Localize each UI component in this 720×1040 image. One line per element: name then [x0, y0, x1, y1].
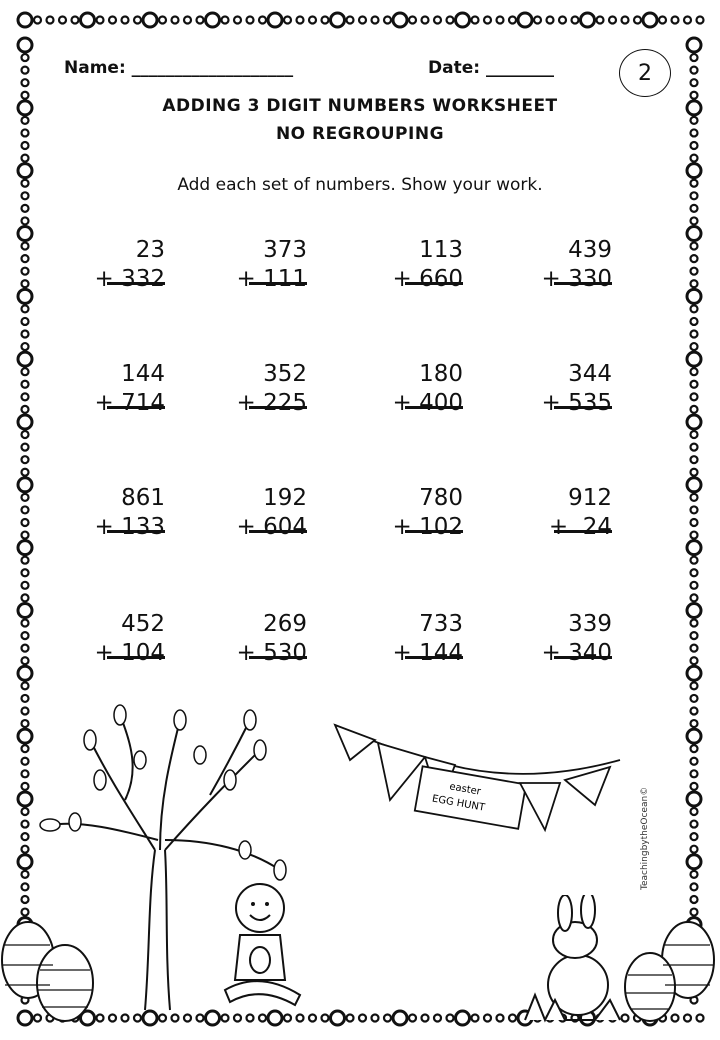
answer-line — [554, 406, 612, 409]
border-dot — [691, 406, 698, 413]
border-dot — [691, 770, 698, 777]
border-dot — [22, 343, 29, 350]
addend-bottom: + 332 — [94, 266, 165, 292]
border-dot — [691, 79, 698, 86]
border-dot — [22, 632, 29, 639]
border-dot — [687, 352, 701, 366]
border-dot — [22, 280, 29, 287]
border-dot — [691, 821, 698, 828]
border-dot — [22, 846, 29, 853]
border-dot — [691, 54, 698, 61]
border-dot — [497, 1015, 504, 1022]
border-dot — [697, 17, 704, 24]
answer-line — [405, 530, 463, 533]
answer-line — [405, 656, 463, 659]
border-dot — [134, 17, 141, 24]
border-dot — [18, 603, 32, 617]
border-dot — [22, 331, 29, 338]
border-dot — [581, 13, 595, 27]
border-dot — [691, 519, 698, 526]
border-dot — [691, 594, 698, 601]
border-dot — [206, 13, 220, 27]
addition-problem — [227, 610, 307, 668]
addend-bottom: + 714 — [94, 390, 165, 416]
border-dot — [687, 478, 701, 492]
border-dot — [18, 352, 32, 366]
addend-top: 344 — [568, 361, 612, 387]
addition-problem — [383, 360, 463, 418]
border-dot — [18, 226, 32, 240]
border-dot — [456, 1011, 470, 1025]
border-dot — [393, 1011, 407, 1025]
border-dot — [22, 117, 29, 124]
border-dot — [81, 13, 95, 27]
border-dot — [691, 846, 698, 853]
border-dot — [22, 645, 29, 652]
border-dot — [691, 217, 698, 224]
border-dot — [372, 1015, 379, 1022]
border-dot — [22, 695, 29, 702]
border-dot — [691, 695, 698, 702]
addend-top: 373 — [263, 237, 307, 263]
border-dot — [22, 770, 29, 777]
addend-bottom: + 330 — [541, 266, 612, 292]
border-dot — [22, 393, 29, 400]
border-dot — [687, 38, 701, 52]
border-dot — [687, 603, 701, 617]
border-dot — [22, 444, 29, 451]
addition-problem — [85, 360, 165, 418]
name-field[interactable]: Name: ___________________ — [64, 58, 294, 78]
border-dot — [691, 393, 698, 400]
addend-bottom: + 111 — [236, 266, 307, 292]
border-dot — [22, 758, 29, 765]
addend-top: 780 — [419, 485, 463, 511]
border-dot — [234, 17, 241, 24]
addition-problem — [85, 236, 165, 294]
border-dot — [18, 38, 32, 52]
border-dot — [22, 368, 29, 375]
addend-top: 144 — [121, 361, 165, 387]
border-dot — [691, 280, 698, 287]
border-dot — [284, 17, 291, 24]
border-dot — [687, 792, 701, 806]
answer-line — [249, 406, 307, 409]
easter-eggs-left-illustration — [0, 915, 110, 1025]
border-dot — [59, 17, 66, 24]
border-dot — [687, 666, 701, 680]
border-dot — [691, 758, 698, 765]
border-dot — [22, 67, 29, 74]
worksheet-subtitle: NO REGROUPING — [275, 124, 445, 144]
answer-line — [107, 656, 165, 659]
border-dot — [691, 833, 698, 840]
border-dot — [691, 682, 698, 689]
border-dot — [687, 729, 701, 743]
addend-bottom: + 24 — [548, 514, 612, 540]
border-dot — [22, 896, 29, 903]
border-dot — [331, 13, 345, 27]
border-dot — [22, 243, 29, 250]
border-dot — [197, 17, 204, 24]
border-dot — [22, 821, 29, 828]
easter-eggs-right-illustration — [620, 915, 720, 1025]
answer-line — [249, 530, 307, 533]
border-dot — [22, 494, 29, 501]
border-dot — [18, 415, 32, 429]
border-dot — [22, 255, 29, 262]
border-dot — [691, 155, 698, 162]
border-dot — [691, 620, 698, 627]
addition-problem — [85, 610, 165, 668]
border-dot — [22, 783, 29, 790]
addition-problem — [532, 360, 612, 418]
border-dot — [97, 17, 104, 24]
border-dot — [434, 17, 441, 24]
border-dot — [384, 17, 391, 24]
border-dot — [22, 833, 29, 840]
border-dot — [18, 13, 32, 27]
border-dot — [597, 17, 604, 24]
border-dot — [247, 17, 254, 24]
border-dot — [22, 456, 29, 463]
border-dot — [691, 494, 698, 501]
border-dot — [691, 506, 698, 513]
border-dot — [22, 620, 29, 627]
addend-bottom: + 660 — [392, 266, 463, 292]
border-dot — [691, 871, 698, 878]
border-dot — [691, 318, 698, 325]
border-dot — [22, 305, 29, 312]
border-dot — [691, 645, 698, 652]
border-dot — [22, 469, 29, 476]
border-dot — [22, 217, 29, 224]
addend-top: 23 — [135, 237, 165, 263]
border-dot — [484, 17, 491, 24]
answer-line — [554, 282, 612, 285]
border-dot — [159, 17, 166, 24]
border-dot — [672, 17, 679, 24]
border-dot — [509, 17, 516, 24]
border-dot — [72, 17, 79, 24]
border-dot — [259, 17, 266, 24]
border-dot — [691, 381, 698, 388]
border-dot — [22, 657, 29, 664]
border-dot — [184, 17, 191, 24]
addend-bottom: + 104 — [94, 640, 165, 666]
border-dot — [691, 255, 698, 262]
addition-problem — [532, 236, 612, 294]
border-dot — [497, 17, 504, 24]
addend-bottom: + 340 — [541, 640, 612, 666]
border-dot — [484, 1015, 491, 1022]
border-dot — [659, 17, 666, 24]
border-dot — [322, 17, 329, 24]
addend-top: 339 — [568, 611, 612, 637]
border-dot — [572, 17, 579, 24]
answer-line — [554, 656, 612, 659]
addend-top: 912 — [568, 485, 612, 511]
addend-top: 452 — [121, 611, 165, 637]
border-dot — [547, 17, 554, 24]
copyright-watermark: TeachingbytheOcean© — [640, 786, 650, 890]
border-dot — [22, 318, 29, 325]
border-dot — [18, 541, 32, 555]
instructions: Add each set of numbers. Show your work. — [177, 175, 543, 195]
worksheet-title: ADDING 3 DIGIT NUMBERS WORKSHEET — [162, 96, 558, 116]
addition-problem — [383, 610, 463, 668]
border-dot — [22, 557, 29, 564]
addition-problem — [383, 484, 463, 542]
addition-problem — [532, 610, 612, 668]
page-number-badge: 2 — [619, 49, 671, 97]
date-field[interactable]: Date: ________ — [428, 58, 554, 78]
addition-problem — [227, 484, 307, 542]
border-dot — [691, 808, 698, 815]
border-dot — [22, 569, 29, 576]
border-dot — [34, 17, 41, 24]
answer-line — [249, 282, 307, 285]
border-dot — [684, 17, 691, 24]
addend-bottom: + 102 — [392, 514, 463, 540]
addend-bottom: + 144 — [392, 640, 463, 666]
boy-illustration — [215, 880, 315, 1020]
addend-top: 269 — [263, 611, 307, 637]
border-dot — [534, 17, 541, 24]
border-dot — [622, 17, 629, 24]
border-dot — [384, 1015, 391, 1022]
border-dot — [559, 17, 566, 24]
addend-top: 352 — [263, 361, 307, 387]
border-dot — [22, 745, 29, 752]
border-dot — [222, 17, 229, 24]
addend-top: 733 — [419, 611, 463, 637]
addend-bottom: + 604 — [236, 514, 307, 540]
border-dot — [456, 13, 470, 27]
border-dot — [22, 532, 29, 539]
border-dot — [634, 17, 641, 24]
border-dot — [372, 17, 379, 24]
addend-top: 180 — [419, 361, 463, 387]
addition-problem — [227, 360, 307, 418]
addition-problem — [383, 236, 463, 294]
border-dot — [22, 594, 29, 601]
border-dot — [331, 1011, 345, 1025]
answer-line — [554, 530, 612, 533]
answer-line — [405, 406, 463, 409]
border-dot — [22, 883, 29, 890]
border-dot — [409, 1015, 416, 1022]
border-dot — [309, 17, 316, 24]
border-dot — [691, 67, 698, 74]
border-dot — [268, 13, 282, 27]
border-dot — [691, 456, 698, 463]
border-dot — [22, 155, 29, 162]
banner-text-egg-hunt: EGG HUNT — [431, 793, 486, 814]
border-dot — [434, 1015, 441, 1022]
border-dot — [691, 557, 698, 564]
border-dot — [518, 13, 532, 27]
border-dot — [687, 855, 701, 869]
border-dot — [172, 17, 179, 24]
border-dot — [22, 506, 29, 513]
border-dot — [691, 469, 698, 476]
border-dot — [691, 305, 698, 312]
border-dot — [691, 205, 698, 212]
addend-top: 861 — [121, 485, 165, 511]
border-dot — [691, 883, 698, 890]
border-dot — [22, 720, 29, 727]
border-dot — [691, 343, 698, 350]
border-dot — [691, 783, 698, 790]
border-dot — [22, 707, 29, 714]
addition-problem — [85, 484, 165, 542]
addend-bottom: + 535 — [541, 390, 612, 416]
border-dot — [472, 17, 479, 24]
border-dot — [691, 745, 698, 752]
border-dot — [422, 1015, 429, 1022]
addend-top: 439 — [568, 237, 612, 263]
border-dot — [22, 582, 29, 589]
border-dot — [18, 478, 32, 492]
border-dot — [47, 17, 54, 24]
border-dot — [359, 17, 366, 24]
border-dot — [687, 541, 701, 555]
addend-top: 192 — [263, 485, 307, 511]
border-dot — [472, 1015, 479, 1022]
addend-bottom: + 133 — [94, 514, 165, 540]
border-dot — [691, 444, 698, 451]
addition-problem — [227, 236, 307, 294]
border-dot — [691, 268, 698, 275]
answer-line — [405, 282, 463, 285]
border-dot — [447, 1015, 454, 1022]
border-dot — [18, 289, 32, 303]
border-dot — [359, 1015, 366, 1022]
border-dot — [393, 13, 407, 27]
border-dot — [347, 1015, 354, 1022]
border-dot — [691, 896, 698, 903]
addend-bottom: + 530 — [236, 640, 307, 666]
border-dot — [109, 17, 116, 24]
answer-line — [249, 656, 307, 659]
border-dot — [691, 243, 698, 250]
border-dot — [687, 415, 701, 429]
border-dot — [22, 381, 29, 388]
border-dot — [691, 707, 698, 714]
border-dot — [409, 17, 416, 24]
border-dot — [609, 17, 616, 24]
border-dot — [322, 1015, 329, 1022]
border-dot — [447, 17, 454, 24]
border-dot — [22, 406, 29, 413]
border-dot — [643, 13, 657, 27]
border-dot — [687, 226, 701, 240]
border-dot — [691, 431, 698, 438]
border-dot — [22, 808, 29, 815]
border-dot — [22, 519, 29, 526]
addend-top: 113 — [419, 237, 463, 263]
border-dot — [347, 17, 354, 24]
border-dot — [22, 431, 29, 438]
addend-bottom: + 400 — [392, 390, 463, 416]
banner-text-easter: easter — [448, 781, 482, 798]
border-dot — [122, 17, 129, 24]
border-dot — [509, 1015, 516, 1022]
border-dot — [22, 205, 29, 212]
border-dot — [691, 720, 698, 727]
border-dot — [687, 289, 701, 303]
border-dot — [691, 632, 698, 639]
border-dot — [22, 79, 29, 86]
border-dot — [691, 368, 698, 375]
border-dot — [691, 532, 698, 539]
addition-problem — [532, 484, 612, 542]
border-dot — [691, 657, 698, 664]
border-dot — [22, 268, 29, 275]
border-dot — [691, 569, 698, 576]
border-dot — [22, 682, 29, 689]
bunting-banner-illustration — [330, 705, 630, 835]
answer-line — [107, 530, 165, 533]
border-dot — [18, 666, 32, 680]
answer-line — [107, 406, 165, 409]
border-dot — [691, 117, 698, 124]
border-dot — [22, 871, 29, 878]
border-dot — [143, 13, 157, 27]
border-dot — [297, 17, 304, 24]
border-dot — [691, 582, 698, 589]
border-dot — [691, 331, 698, 338]
border-dot — [422, 17, 429, 24]
addend-bottom: + 225 — [236, 390, 307, 416]
border-dot — [22, 54, 29, 61]
answer-line — [107, 282, 165, 285]
